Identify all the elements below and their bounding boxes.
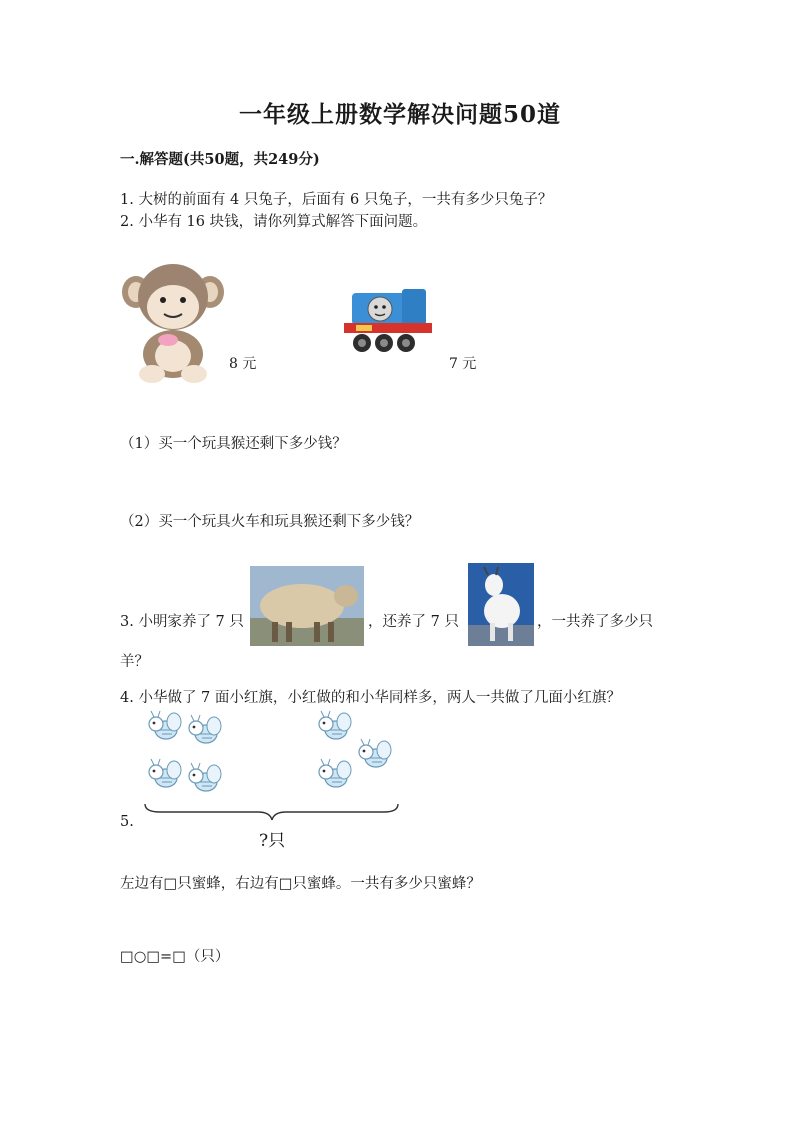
sheep-icon: [250, 566, 364, 646]
question-4: 4. 小华做了 7 面小红旗，小红做的和小华同样多，两人一共做了几面小红旗？: [120, 690, 621, 706]
question-5-equation: □○□=□（只）: [120, 949, 230, 965]
question-5-text: 左边有□只蜜蜂，右边有□只蜜蜂。一共有多少只蜜蜂？: [120, 876, 481, 892]
page-title: 一年级上册数学解决问题50道: [238, 101, 561, 128]
question-2-part-1: （1）买一个玩具猴还剩下多少钱？: [120, 436, 347, 452]
question-3-text-c: ，一共养了多少只: [537, 614, 653, 630]
question-3-text-a: 3. 小明家养了 7 只: [120, 614, 244, 630]
question-1: 1. 大树的前面有 4 只兔子，后面有 6 只兔子，一共有多少只兔子？: [120, 192, 553, 208]
bee-icon: [359, 739, 391, 767]
question-5-number: 5.: [120, 814, 134, 830]
bee-icon: [319, 759, 351, 787]
goat-icon: [468, 563, 534, 646]
question-3-text-b: ，还养了 7 只: [368, 614, 459, 630]
monkey-price: 8 元: [229, 356, 257, 372]
bee-icon: [149, 711, 181, 739]
section-heading: 一.解答题(共50题，共249分): [120, 151, 320, 168]
brace-line: [145, 804, 398, 820]
question-2-part-2: （2）买一个玩具火车和玩具猴还剩下多少钱？: [120, 514, 420, 530]
bee-icon: [319, 711, 351, 739]
bee-icon: [189, 763, 221, 791]
bee-icon: [189, 715, 221, 743]
toy-train-icon: [340, 287, 438, 359]
question-3-text-d: 羊？: [120, 654, 149, 670]
bee-icon: [149, 759, 181, 787]
brace-label: ?只: [259, 831, 286, 851]
monkey-toy-icon: [118, 262, 228, 386]
train-price: 7 元: [449, 356, 477, 372]
question-2: 2. 小华有 16 块钱，请你列算式解答下面问题。: [120, 214, 428, 230]
